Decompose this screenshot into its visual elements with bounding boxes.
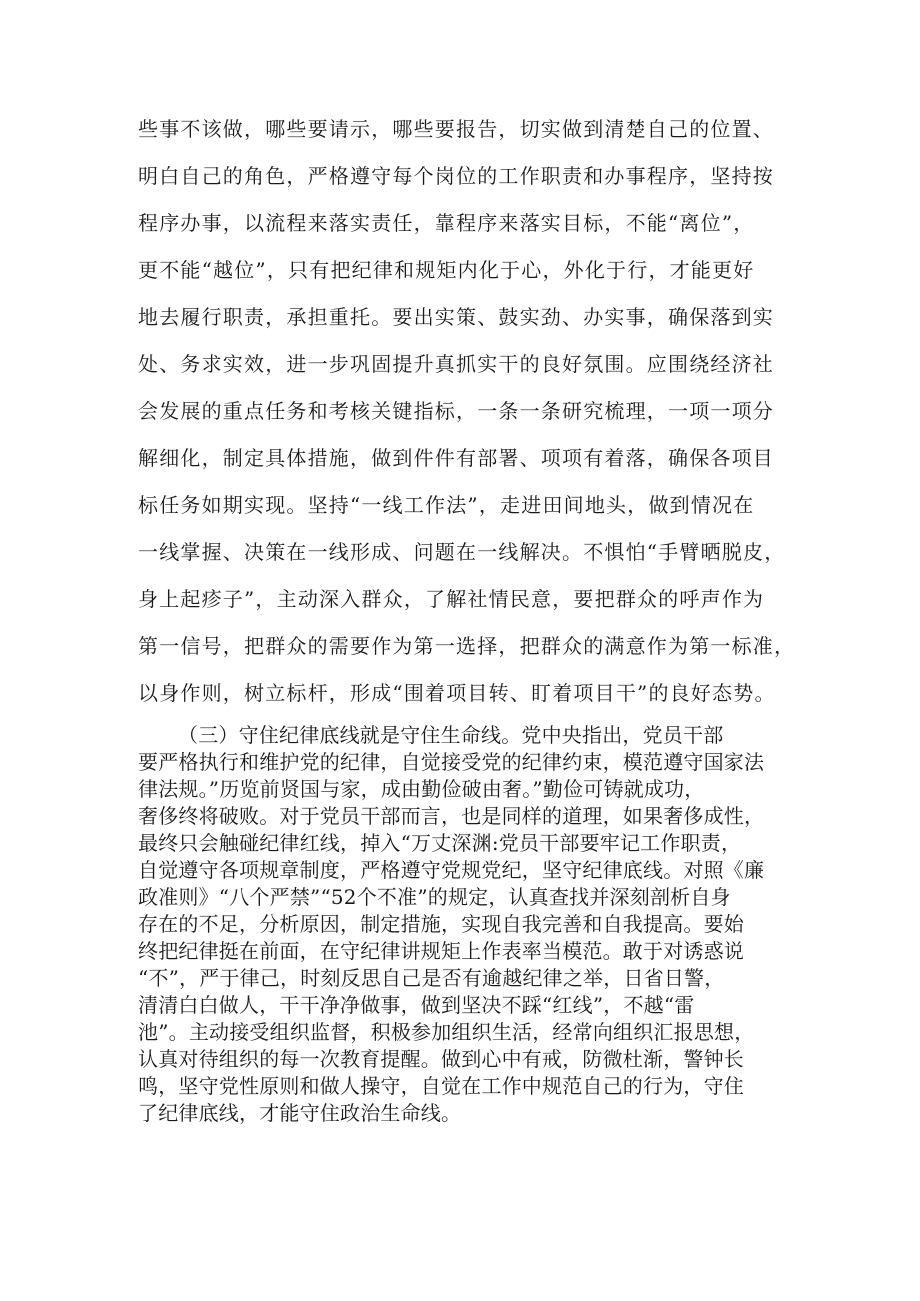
paragraph-line: 律法规。”历览前贤国与家，成由勤俭破由奢。”勤俭可铸就成功， [138, 777, 705, 801]
paragraph-line: 明白自己的角色，严格遵守每个岗位的工作职责和办事程序，坚持按 [138, 164, 774, 188]
paragraph-line: 处、务求实效，进一步巩固提升真抓实干的良好氛围。应围绕经济社 [138, 352, 774, 376]
paragraph-line: 终把纪律挺在前面，在守纪律讲规矩上作表率当模范。敢于对诱惑说 [138, 939, 744, 963]
paragraph-line: 清清白白做人，干干净净做事，做到坚决不踩“红线”，不越“雷 [138, 993, 695, 1017]
paragraph-line: 鸣，坚守党性原则和做人操守，自觉在工作中规范自己的行为，守住 [138, 1074, 744, 1098]
paragraph-line: 标任务如期实现。坚持“一线工作法”，走进田间地头，做到情况在 [138, 493, 755, 517]
paragraph-line: 认真对待组织的每一次教育提醒。做到心中有戒，防微杜渐，警钟长 [138, 1047, 744, 1071]
paragraph-line: 一线掌握、决策在一线形成、问题在一线解决。不惧怕“手臂晒脱皮， [138, 540, 786, 564]
paragraph-line: 解细化，制定具体措施，做到件件有部署、项项有着落，确保各项目 [138, 446, 774, 470]
paragraph-line: 了纪律底线，才能守住政治生命线。 [138, 1101, 462, 1125]
paragraph-line: 政准则》“八个严禁”“52个不准”的规定，认真查找并深刻剖析自身 [138, 885, 731, 909]
paragraph-line: 地去履行职责，承担重托。要出实策、鼓实劲、办实事，确保落到实 [138, 305, 774, 329]
paragraph-line: 以身作则，树立标杆，形成“围着项目转、盯着项目干”的良好态势。 [138, 681, 776, 705]
paragraph-line: 会发展的重点任务和考核关键指标，一条一条研究梳理，一项一项分 [138, 399, 774, 423]
paragraph-line: 程序办事，以流程来落实责任，靠程序来落实目标，不能“离位”， [138, 211, 755, 235]
paragraph-line: 身上起疹子”，主动深入群众，了解社情民意，要把群众的呼声作为 [138, 587, 765, 611]
paragraph-line: 自觉遵守各项规章制度，严格遵守党规党纪，坚守纪律底线。对照《廉 [138, 858, 765, 882]
paragraph-line: 第一信号，把群众的需要作为第一选择，把群众的满意作为第一标准， [138, 634, 796, 658]
paragraph-line: 些事不该做，哪些要请示，哪些要报告，切实做到清楚自己的位置、 [138, 117, 774, 141]
paragraph-line: 池”。主动接受组织监督，积极参加组织生活，经常向组织汇报思想， [138, 1020, 755, 1044]
paragraph-line: 存在的不足，分析原因，制定措施，实现自我完善和自我提高。要始 [138, 912, 744, 936]
paragraph-line: 最终只会触碰纪律红线，掉入“万丈深渊:党员干部要牢记工作职责， [138, 831, 742, 855]
section-heading-line: （三）守住纪律底线就是守住生命线。党中央指出，党员干部 [178, 723, 724, 747]
paragraph-line: 要严格执行和维护党的纪律，自觉接受党的纪律约束，模范遵守国家法 [138, 750, 765, 774]
paragraph-line: 奢侈终将破败。对于党员干部而言，也是同样的道理，如果奢侈成性， [138, 804, 765, 828]
paragraph-line: “不”，严于律己，时刻反思自己是否有逾越纪律之举，日省日警， [138, 966, 725, 990]
paragraph-line: 更不能“越位”，只有把纪律和规矩内化于心，外化于行，才能更好 [138, 258, 755, 282]
